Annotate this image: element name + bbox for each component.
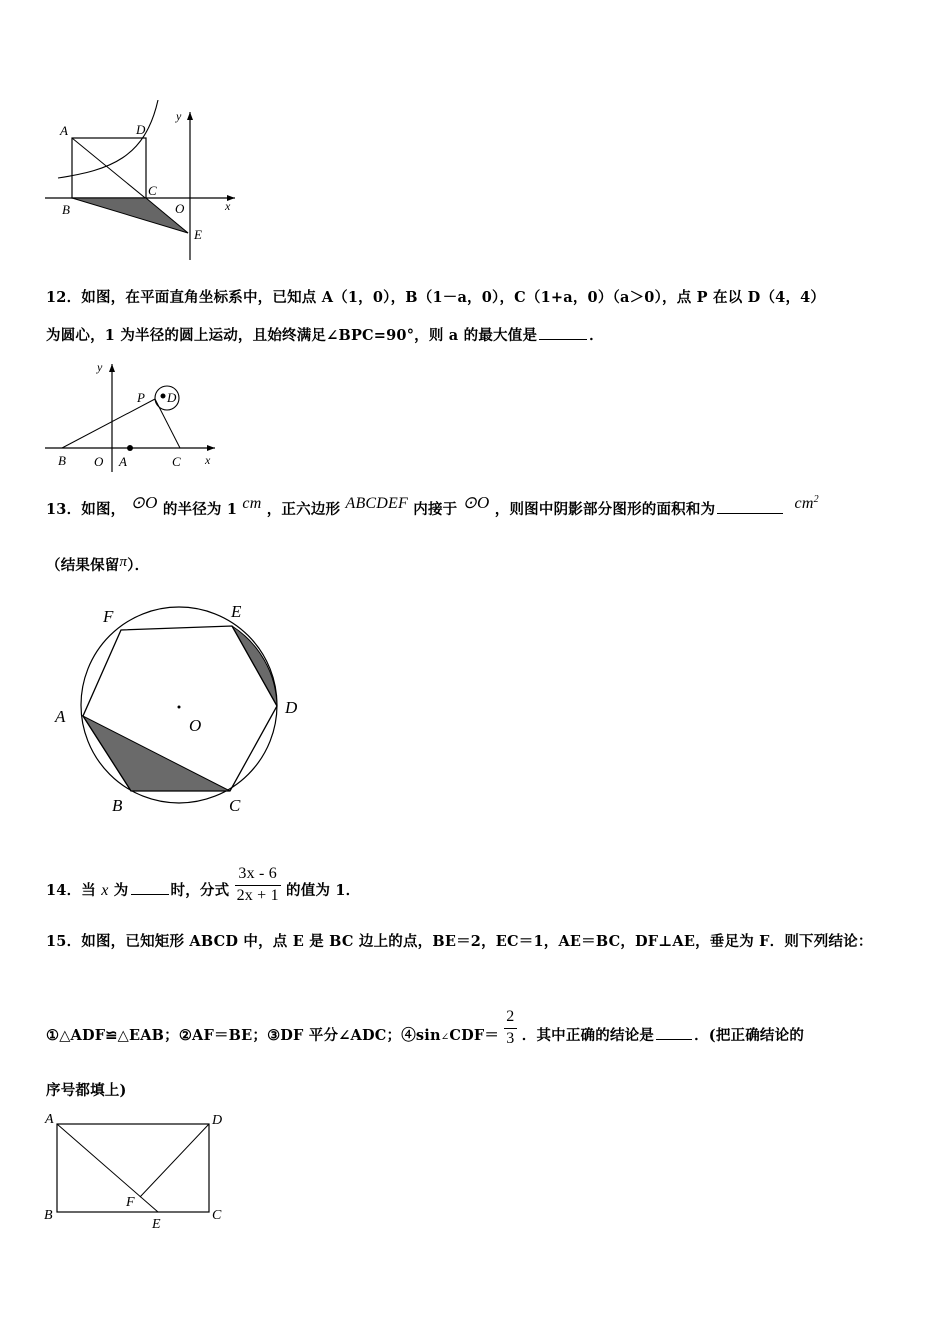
figure-q13	[45, 595, 315, 825]
label-f: F	[126, 1195, 135, 1210]
figure-q12	[40, 356, 225, 476]
label-y: y	[97, 360, 103, 374]
q15-fraction-numerator: 2	[506, 1008, 515, 1025]
q14-fraction-denominator: 2x + 1	[236, 887, 279, 904]
q13-line2-text: （结果保留	[46, 557, 120, 574]
label-c: C	[229, 796, 241, 815]
q14-text-2: 为	[113, 882, 129, 899]
label-f: F	[103, 607, 114, 626]
label-b: B	[44, 1208, 53, 1223]
q12-line2-end: ．	[589, 327, 604, 344]
label-d: D	[167, 390, 177, 405]
label-a: A	[45, 1112, 54, 1127]
label-o: O	[189, 716, 202, 735]
q12-line2-text: 为圆心，1 为半径的圆上运动，且始终满足∠BPC=90°，则 a 的最大值是	[46, 327, 538, 344]
point-a	[127, 445, 133, 451]
label-a: A	[55, 707, 66, 726]
q13-pi-symbol: π	[119, 554, 128, 570]
q15-text-4: ．(把正确结论的	[694, 1027, 805, 1044]
label-b: B	[62, 202, 70, 217]
q15-fraction	[504, 1008, 516, 1048]
q12-line1: 12．如图，在平面直角坐标系中，已知点 A（1，0），B（1－a，0），C（1+a，0）（a＞0），点 P 在以 D（4，4）	[46, 289, 826, 306]
q13-circle-o: ⊙O	[130, 493, 158, 512]
q15-text-1: ①△ADF≌△EAB；②AF＝BE；③DF 平分∠ADC；④sin	[46, 1027, 441, 1044]
label-b: B	[58, 453, 66, 468]
q14-variable-x: x	[101, 882, 109, 899]
q14-text-3: 时，分式	[170, 882, 230, 899]
q13-text-1: 13．如图，	[46, 501, 126, 518]
q14-fraction	[235, 865, 281, 905]
label-b: B	[112, 796, 123, 815]
q13-line1	[46, 493, 819, 519]
q13-hexagon-name: ABCDEF	[345, 495, 408, 512]
q13-unit-exponent: 2	[813, 494, 819, 506]
q13-answer-blank[interactable]	[717, 499, 783, 514]
center-d	[161, 394, 166, 399]
q15-angle-symbol: ∠	[440, 1032, 450, 1043]
q13-line2	[46, 554, 149, 575]
q15-line2	[46, 1008, 805, 1056]
figure-q11	[40, 100, 245, 265]
q14-fraction-numerator: 3x - 6	[238, 865, 277, 882]
label-y: y	[176, 109, 182, 123]
q13-line2-end: ）．	[127, 557, 150, 574]
label-e: E	[231, 602, 242, 621]
q13-text-2: 的半径为 1	[162, 501, 238, 518]
figure-q15	[40, 1108, 240, 1233]
q15-answer-blank[interactable]	[656, 1025, 692, 1040]
segment-ae	[57, 1124, 158, 1212]
label-d: D	[136, 122, 146, 137]
label-d: D	[212, 1113, 223, 1128]
q15-text-2: CDF＝	[449, 1027, 500, 1044]
label-c: C	[212, 1208, 222, 1223]
q12-line2	[46, 324, 604, 345]
q13-unit-cm: cm	[242, 495, 262, 512]
q13-unit-cm2: cm	[794, 495, 814, 512]
label-e: E	[194, 227, 202, 242]
q12-answer-blank[interactable]	[539, 325, 587, 340]
label-p: P	[137, 390, 145, 405]
label-o: O	[94, 454, 104, 469]
label-x: x	[225, 199, 231, 213]
label-o: O	[175, 201, 185, 216]
q14-text-1: 14．当	[46, 882, 96, 899]
q15-text-3: ．其中正确的结论是	[521, 1027, 655, 1044]
label-e: E	[152, 1217, 161, 1232]
q14-text-4: 的值为 1．	[286, 882, 361, 899]
q15-fraction-denominator: 3	[506, 1030, 515, 1047]
q13-circle-o-2: ⊙O	[462, 493, 490, 512]
center-o	[178, 706, 181, 709]
q13-text-4: 内接于	[413, 501, 458, 518]
label-a: A	[119, 454, 127, 469]
shaded-abc	[83, 716, 230, 791]
q15-line1: 15．如图，已知矩形 ABCD 中，点 E 是 BC 边上的点，BE＝2，EC＝1，AE＝BC，DF⊥AE，垂足为 F．则下列结论：	[46, 933, 873, 950]
label-d: D	[285, 698, 298, 717]
label-x: x	[205, 453, 211, 467]
q13-text-5: ，则图中阴影部分图形的面积和为	[494, 501, 716, 518]
q14-line	[46, 865, 361, 911]
label-c: C	[172, 454, 181, 469]
segment-df	[140, 1124, 209, 1197]
q13-text-3: ，正六边形	[266, 501, 341, 518]
label-a: A	[60, 123, 68, 138]
q14-answer-blank[interactable]	[131, 880, 169, 895]
q15-line3: 序号都填上)	[46, 1082, 127, 1099]
label-c: C	[148, 183, 157, 198]
